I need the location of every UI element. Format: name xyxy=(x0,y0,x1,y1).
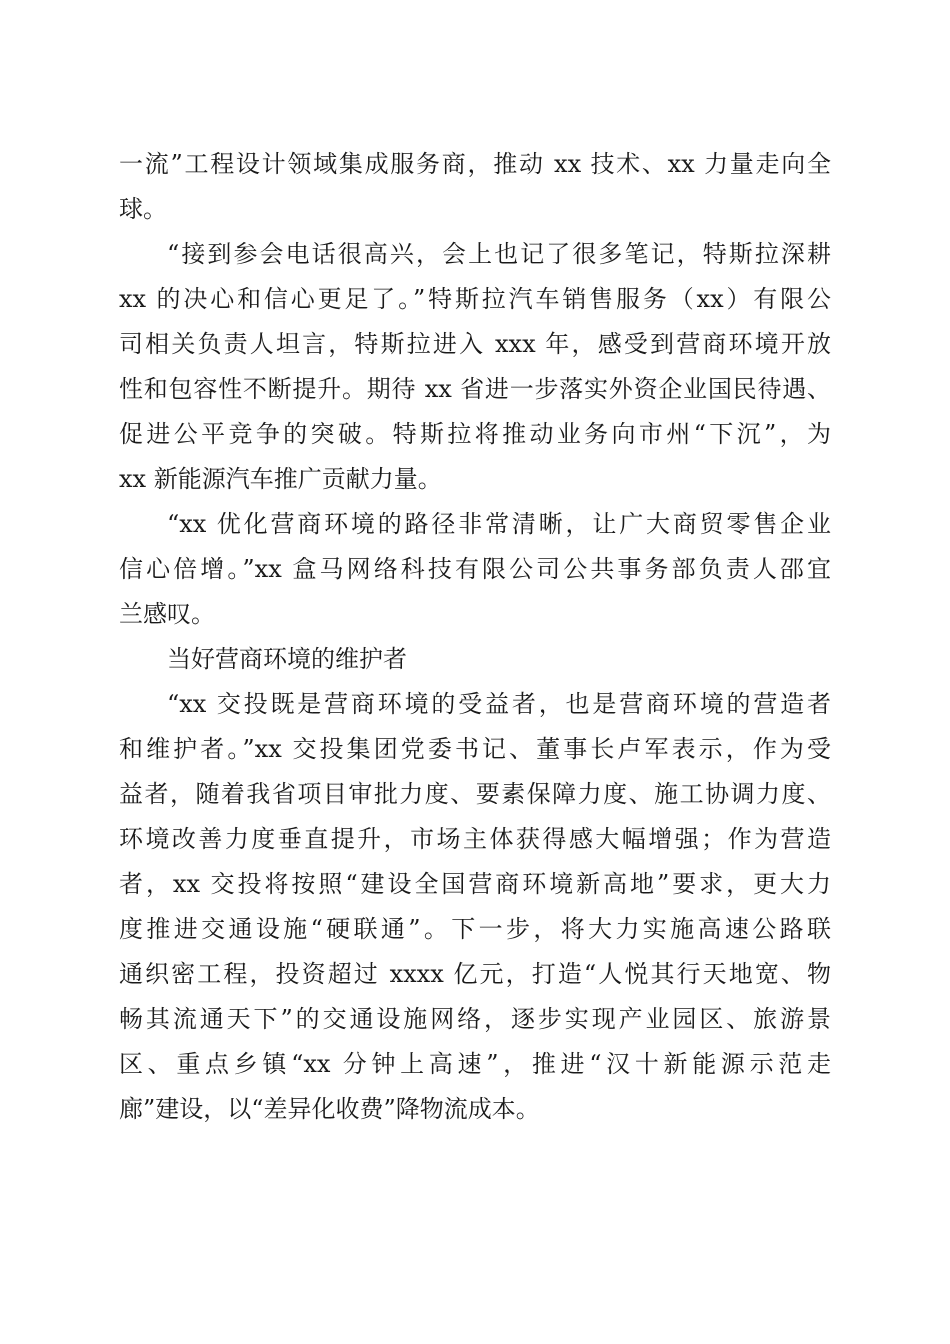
section-heading-text: 当好营商环境的维护者 xyxy=(167,645,407,673)
text-line: 一流”工程设计领域集成服务商，推动 xx 技术、xx 力量走向全 xyxy=(119,150,831,178)
text-line: 环境改善力度垂直提升，市场主体获得感大幅增强；作为营造 xyxy=(119,825,831,853)
document-body xyxy=(119,142,831,1132)
text-line: 促进公平竞争的突破。特斯拉将推动业务向市州“下沉”，为 xyxy=(119,420,831,448)
text-line: xx 的决心和信心更足了。”特斯拉汽车销售服务（xx）有限公 xyxy=(119,285,831,313)
text-line: 司相关负责人坦言，特斯拉进入 xxx 年，感受到营商环境开放 xyxy=(119,330,831,358)
text-line: 球。 xyxy=(119,195,167,223)
text-line: 畅其流通天下”的交通设施网络，逐步实现产业园区、旅游景 xyxy=(119,1005,831,1033)
text-line: 兰感叹。 xyxy=(119,600,215,628)
text-line: 信心倍增。”xx 盒马网络科技有限公司公共事务部负责人邵宜 xyxy=(119,555,831,583)
text-line: “xx 交投既是营商环境的受益者，也是营商环境的营造者 xyxy=(167,690,831,718)
text-line: 度推进交通设施“硬联通”。下一步，将大力实施高速公路联 xyxy=(119,915,831,943)
text-line: 通织密工程，投资超过 xxxx 亿元，打造“人悦其行天地宽、物 xyxy=(119,960,831,988)
paragraph-tesla-quote xyxy=(119,232,831,502)
text-line: 和维护者。”xx 交投集团党委书记、董事长卢军表示，作为受 xyxy=(119,735,831,763)
paragraph-hema-quote xyxy=(119,502,831,637)
text-line: “接到参会电话很高兴，会上也记了很多笔记，特斯拉深耕 xyxy=(167,240,831,268)
paragraph-transport-investment xyxy=(119,682,831,1132)
text-line: “xx 优化营商环境的路径非常清晰，让广大商贸零售企业 xyxy=(167,510,831,538)
text-line: 益者，随着我省项目审批力度、要素保障力度、施工协调力度、 xyxy=(119,780,831,808)
text-line: 性和包容性不断提升。期待 xx 省进一步落实外资企业国民待遇、 xyxy=(119,375,831,403)
text-line: 区、重点乡镇“xx 分钟上高速”，推进“汉十新能源示范走 xyxy=(119,1050,831,1078)
text-line: 廊”建设，以“差异化收费”降物流成本。 xyxy=(119,1095,540,1123)
section-heading xyxy=(119,637,831,682)
text-line: 者，xx 交投将按照“建设全国营商环境新高地”要求，更大力 xyxy=(119,870,831,898)
text-line: xx 新能源汽车推广贡献力量。 xyxy=(119,465,442,493)
paragraph-engineering-services xyxy=(119,142,831,232)
